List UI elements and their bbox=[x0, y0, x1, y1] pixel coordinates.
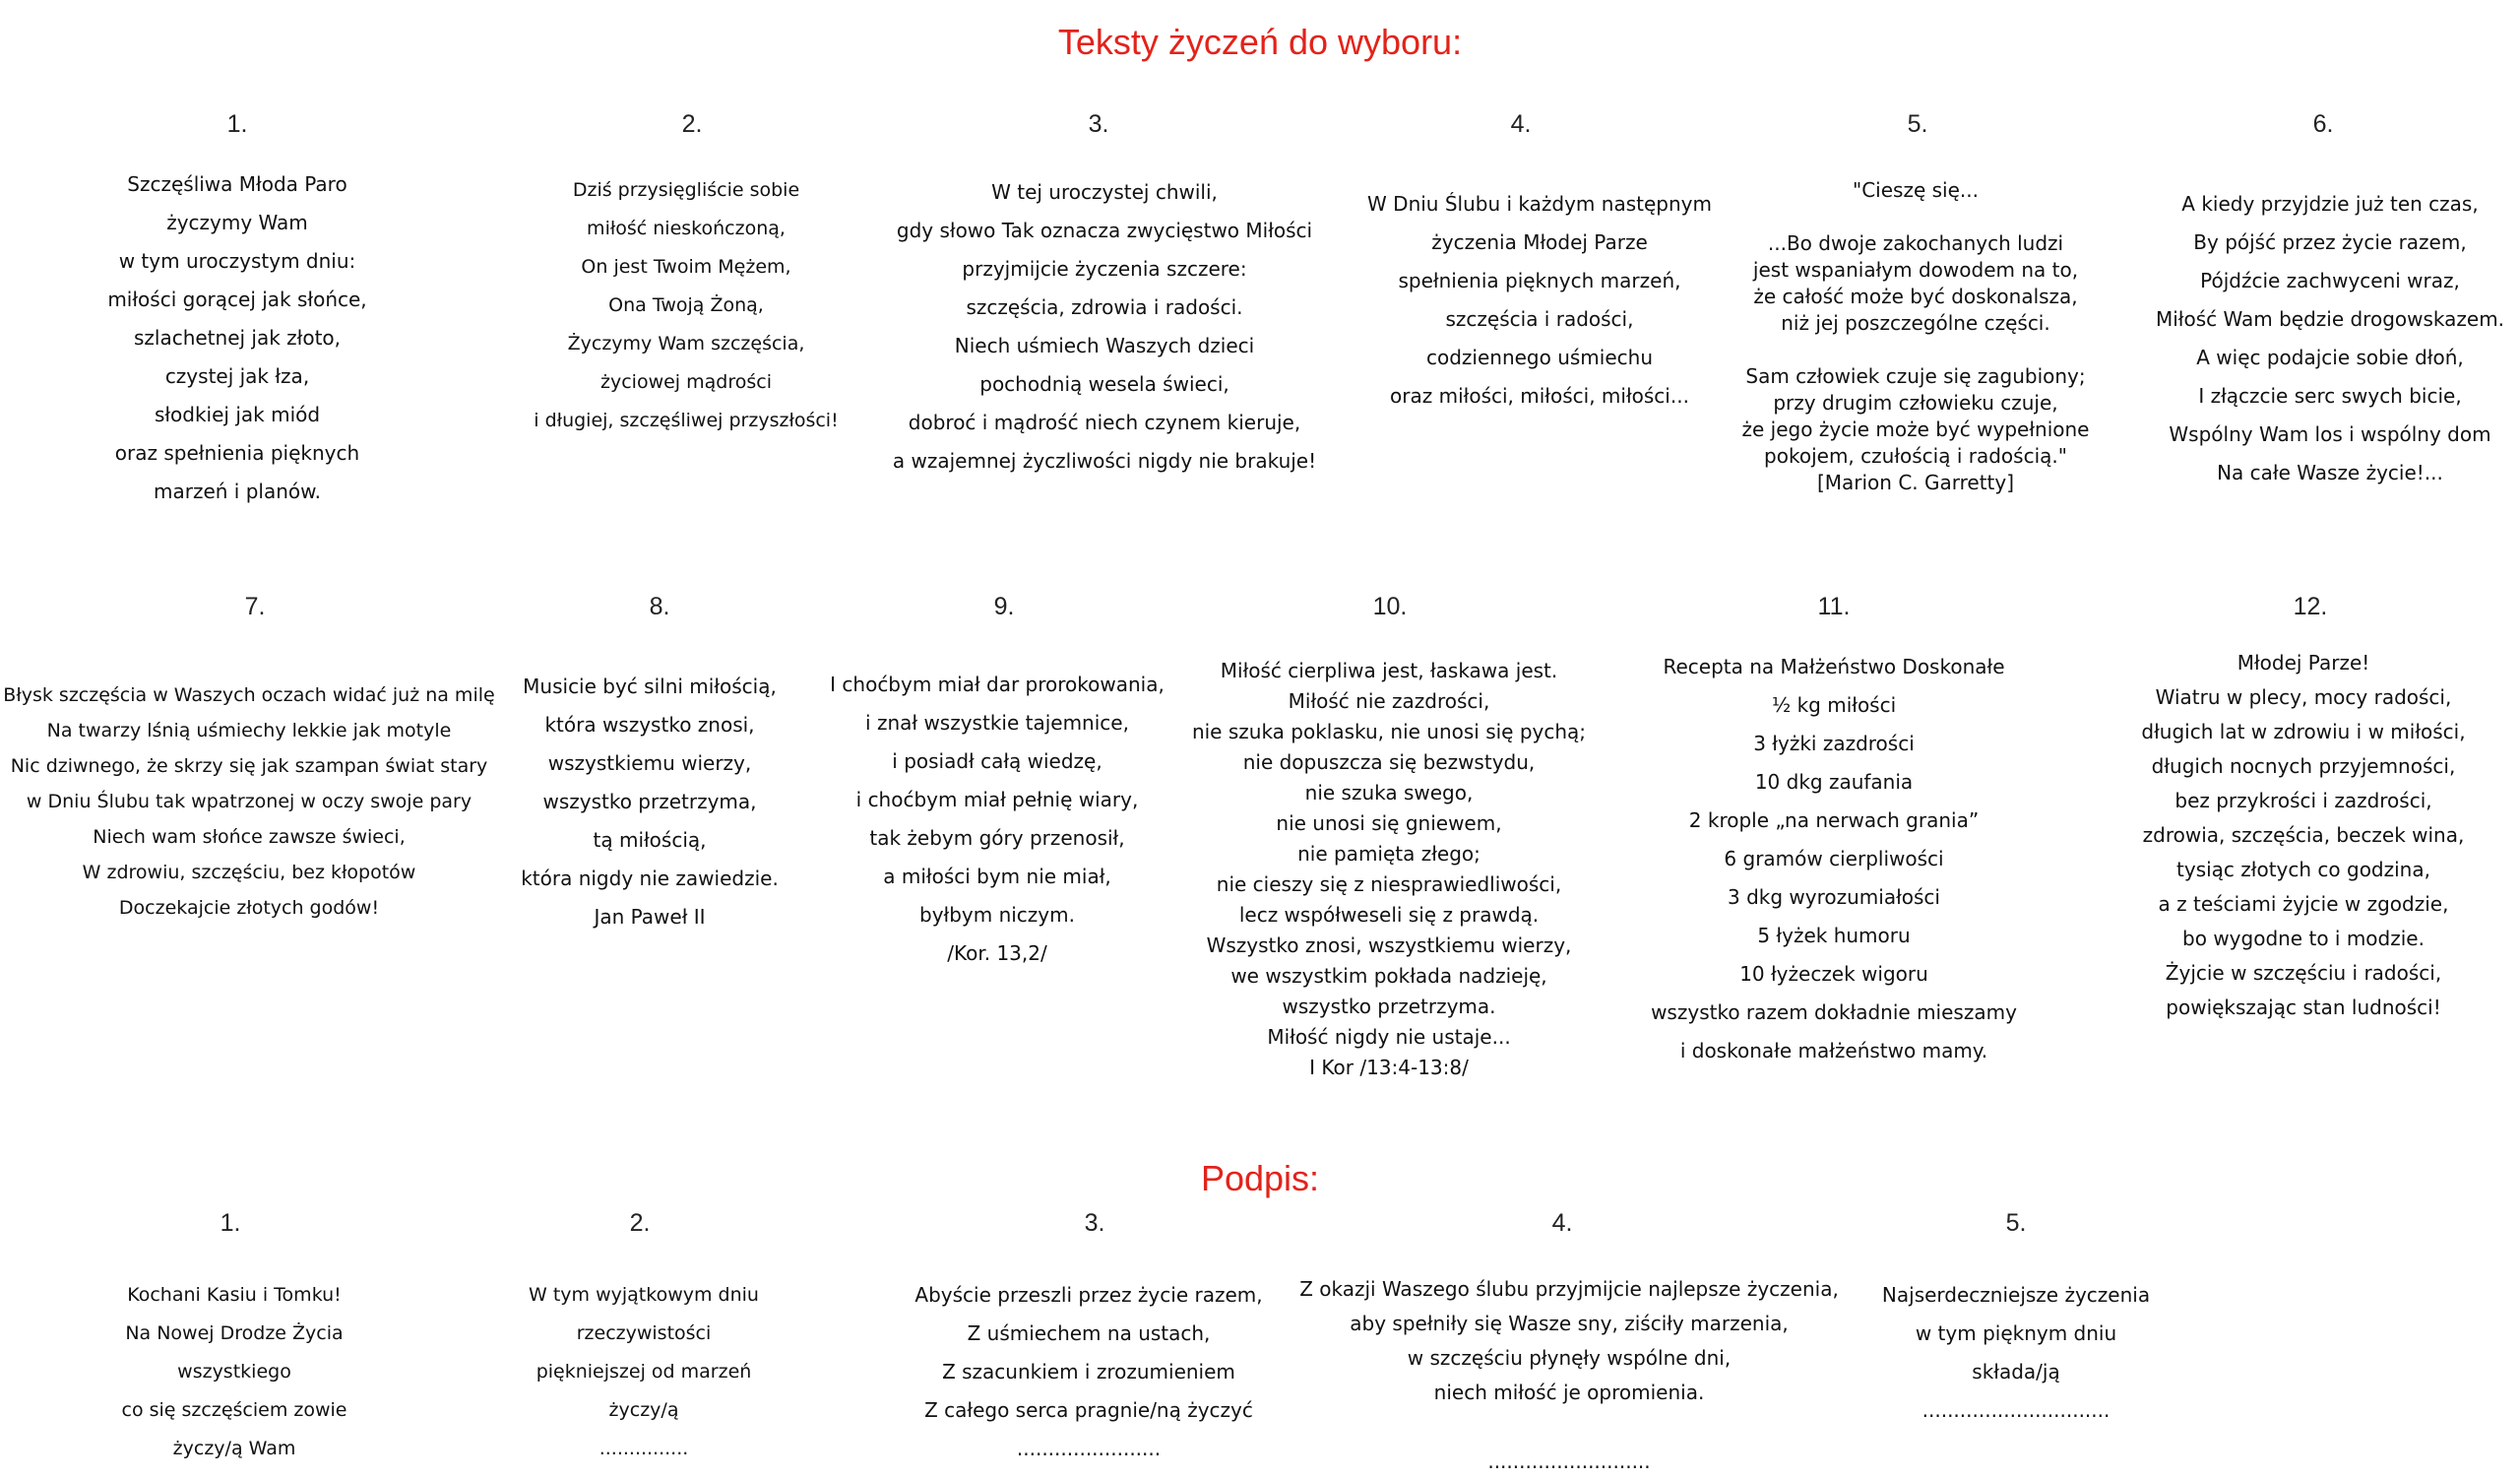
wish-7-line: w Dniu Ślubu tak wpatrzonej w oczy swoje pary bbox=[26, 791, 472, 812]
signature-2-line: życzy/ą bbox=[608, 1399, 679, 1421]
signature-4-line: aby spełniły się Wasze sny, ziściły marzenia, bbox=[1350, 1312, 1789, 1335]
wish-2-line: Dziś przysięgliście sobie bbox=[572, 179, 800, 201]
wish-number-6: 6. bbox=[2312, 110, 2334, 138]
signature-4-line: Z okazji Waszego ślubu przyjmijcie najlepsze życzenia, bbox=[1299, 1277, 1839, 1301]
wish-text-1 bbox=[107, 165, 366, 511]
wish-10-line: Wszystko znosi, wszystkiemu wierzy, bbox=[1206, 933, 1572, 957]
wish-text-11 bbox=[1651, 648, 2017, 1070]
wish-2-line: miłość nieskończoną, bbox=[587, 218, 786, 239]
wish-text-3 bbox=[893, 173, 1316, 481]
signature-3-line: Abyście przeszli przez życie razem, bbox=[914, 1283, 1263, 1307]
signature-2-line: piękniejszej od marzeń bbox=[536, 1361, 752, 1383]
signature-text-4 bbox=[1299, 1272, 1839, 1479]
wish-12-line: tysiąc złotych co godzina, bbox=[2176, 858, 2430, 881]
signature-number-4: 4. bbox=[1551, 1209, 1573, 1237]
wish-2-line: On jest Twoim Mężem, bbox=[581, 256, 791, 278]
wish-12-line: Wiatru w plecy, mocy radości, bbox=[2155, 685, 2452, 709]
wish-8-line: wszystko przetrzyma, bbox=[542, 790, 757, 813]
wish-10-line: Miłość cierpliwa jest, łaskawa jest. bbox=[1220, 659, 1558, 682]
wish-10-line: nie unosi się gniewem, bbox=[1276, 811, 1502, 835]
wish-4-line: codziennego uśmiechu bbox=[1425, 346, 1654, 369]
wish-9-line: /Kor. 13,2/ bbox=[947, 941, 1047, 965]
signature-1-line: wszystkiego bbox=[177, 1361, 291, 1383]
wish-12-line: bo wygodne to i modzie. bbox=[2182, 927, 2425, 950]
wish-4-line: spełnienia pięknych marzeń, bbox=[1398, 269, 1681, 292]
wish-9-line: i znał wszystkie tajemnice, bbox=[865, 711, 1129, 735]
wish-10-line: nie szuka swego, bbox=[1304, 781, 1474, 804]
wish-5-line: że jego życie może być wypełnione bbox=[1741, 418, 2090, 441]
signature-5-line: w tym pięknym dniu bbox=[1915, 1321, 2117, 1345]
wish-11-line: 2 krople „na nerwach grania” bbox=[1688, 808, 1980, 832]
signature-1-line: Na Nowej Drodze Życia bbox=[125, 1322, 344, 1344]
wish-text-6 bbox=[2156, 185, 2504, 492]
wish-12-line: Żyjcie w szczęściu i radości, bbox=[2165, 961, 2442, 985]
wish-12-line: długich lat w zdrowiu i w miłości, bbox=[2141, 720, 2466, 743]
signature-4-line: w szczęściu płynęły wspólne dni, bbox=[1407, 1346, 1732, 1370]
wish-1-line: czystej jak łza, bbox=[164, 364, 310, 388]
wish-number-11: 11. bbox=[1817, 593, 1851, 620]
wish-12-line: zdrowia, szczęścia, beczek wina, bbox=[2142, 823, 2465, 847]
wish-12-line: bez przykrości i zazdrości, bbox=[2174, 789, 2432, 812]
page-title: Teksty życzeń do wyboru: bbox=[1057, 22, 1463, 62]
wish-3-line: W tej uroczystej chwili, bbox=[991, 180, 1218, 204]
wish-text-5 bbox=[1742, 177, 2090, 496]
wish-8-line: która wszystko znosi, bbox=[544, 713, 755, 737]
wish-8-line: tą miłością, bbox=[593, 828, 707, 852]
wish-6-line: A kiedy przyjdzie już ten czas, bbox=[2181, 192, 2479, 216]
wish-number-10: 10. bbox=[1372, 593, 1408, 620]
wish-2-line: i długiej, szczęśliwej przyszłości! bbox=[534, 410, 839, 431]
wish-9-line: i posiadł całą wiedzę, bbox=[892, 749, 1102, 773]
signature-3-line: Z uśmiechem na ustach, bbox=[967, 1321, 1211, 1345]
wish-number-8: 8. bbox=[649, 593, 670, 620]
wish-text-2 bbox=[534, 171, 838, 440]
wish-5-line: niż jej poszczególne części. bbox=[1781, 311, 2050, 335]
wish-11-line: 10 łyżeczek wigoru bbox=[1739, 962, 1928, 986]
wish-5-line bbox=[1742, 337, 2090, 363]
wish-7-line: Nic dziwnego, że skrzy się jak szampan świat stary bbox=[10, 755, 488, 777]
wish-10-line: Miłość nie zazdrości, bbox=[1288, 689, 1490, 713]
wish-5-line: [Marion C. Garretty] bbox=[1816, 471, 2015, 494]
signature-number-5: 5. bbox=[2005, 1209, 2027, 1237]
wish-text-8 bbox=[521, 668, 779, 936]
wish-11-line: 5 łyżek humoru bbox=[1757, 924, 1911, 947]
signature-4-line: niech miłość je opromienia. bbox=[1433, 1381, 1705, 1404]
wish-4-line: szczęścia i radości, bbox=[1445, 307, 1634, 331]
signature-2-line: ............... bbox=[598, 1438, 689, 1459]
wish-3-line: a wzajemnej życzliwości nigdy nie brakuje! bbox=[892, 449, 1317, 473]
wish-12-line: powiększając stan ludności! bbox=[2166, 996, 2441, 1019]
wish-7-line: Błysk szczęścia w Waszych oczach widać już na milę bbox=[3, 684, 495, 706]
wish-9-line: I choćbym miał dar prorokowania, bbox=[830, 673, 1165, 696]
signature-5-line: .............................. bbox=[1922, 1398, 2110, 1422]
wish-number-2: 2. bbox=[681, 110, 703, 138]
wish-7-line: Na twarzy lśnią uśmiechy lekkie jak motyle bbox=[46, 720, 452, 741]
signature-2-line: W tym wyjątkowym dniu bbox=[529, 1284, 759, 1306]
wish-10-line: nie pamięta złego; bbox=[1297, 842, 1480, 866]
wish-number-1: 1. bbox=[226, 110, 248, 138]
wish-11-line: 6 gramów cierpliwości bbox=[1724, 847, 1944, 870]
wish-5-line: ...Bo dwoje zakochanych ludzi bbox=[1767, 231, 2064, 255]
wish-5-line: jest wspaniałym dowodem na to, bbox=[1752, 258, 2079, 282]
wish-10-line: I Kor /13:4-13:8/ bbox=[1309, 1056, 1469, 1079]
wish-8-line: Jan Paweł II bbox=[594, 905, 706, 929]
wish-6-line: Na całe Wasze życie!... bbox=[2217, 461, 2443, 484]
wish-5-line: że całość może być doskonalsza, bbox=[1753, 285, 2078, 308]
wish-9-line: tak żebym góry przenosił, bbox=[869, 826, 1125, 850]
signature-4-line bbox=[1299, 1410, 1839, 1445]
signature-number-3: 3. bbox=[1084, 1209, 1105, 1237]
wish-6-line: By pójść przez życie razem, bbox=[2193, 230, 2467, 254]
wish-2-line: Życzymy Wam szczęścia, bbox=[567, 333, 805, 354]
signature-3-line: Z szacunkiem i zrozumieniem bbox=[942, 1360, 1235, 1383]
wish-6-line: A więc podajcie sobie dłoń, bbox=[2196, 346, 2464, 369]
wish-4-line: życzenia Młodej Parze bbox=[1431, 230, 1648, 254]
wish-text-9 bbox=[830, 666, 1165, 973]
wish-5-line: pokojem, czułością i radością." bbox=[1764, 444, 2067, 468]
signature-number-1: 1. bbox=[220, 1209, 241, 1237]
wish-text-4 bbox=[1367, 185, 1712, 416]
wish-10-line: nie szuka poklasku, nie unosi się pychą; bbox=[1191, 720, 1587, 743]
wish-11-line: 10 dkg zaufania bbox=[1754, 770, 1914, 794]
wish-10-line: nie cieszy się z niesprawiedliwości, bbox=[1216, 872, 1562, 896]
wish-5-line: "Cieszę się... bbox=[1853, 178, 1979, 202]
wish-5-line bbox=[1742, 204, 2090, 230]
wish-2-line: życiowej mądrości bbox=[600, 371, 772, 393]
wish-6-line: Pójdźcie zachwyceni wraz, bbox=[2200, 269, 2460, 292]
wish-3-line: dobroć i mądrość niech czynem kieruje, bbox=[908, 411, 1301, 434]
wish-1-line: słodkiej jak miód bbox=[154, 403, 321, 426]
wish-1-line: szlachetnej jak złoto, bbox=[133, 326, 342, 350]
wish-1-line: Szczęśliwa Młoda Paro bbox=[127, 172, 347, 196]
signature-text-2 bbox=[529, 1276, 759, 1468]
wish-8-line: która nigdy nie zawiedzie. bbox=[521, 867, 779, 890]
wish-10-line: Miłość nigdy nie ustaje... bbox=[1267, 1025, 1511, 1049]
wish-5-line: przy drugim człowieku czuje, bbox=[1773, 391, 2058, 415]
signature-3-line: ....................... bbox=[1016, 1437, 1162, 1460]
wish-10-line: nie dopuszcza się bezwstydu, bbox=[1242, 750, 1536, 774]
wish-3-line: przyjmijcie życzenia szczere: bbox=[962, 257, 1247, 281]
wish-11-line: ½ kg miłości bbox=[1771, 693, 1897, 717]
wish-8-line: wszystkiemu wierzy, bbox=[547, 751, 752, 775]
wish-number-12: 12. bbox=[2293, 593, 2328, 620]
wish-8-line: Musicie być silni miłością, bbox=[523, 675, 777, 698]
signature-5-line: Najserdeczniejsze życzenia bbox=[1881, 1283, 2151, 1307]
signature-5-line: składa/ją bbox=[1972, 1360, 2060, 1383]
wish-11-line: 3 łyżki zazdrości bbox=[1753, 732, 1915, 755]
signature-text-1 bbox=[122, 1276, 347, 1468]
wish-number-3: 3. bbox=[1088, 110, 1109, 138]
wish-3-line: pochodnią wesela świeci, bbox=[979, 372, 1229, 396]
wish-11-line: Recepta na Małżeństwo Doskonałe bbox=[1663, 655, 2005, 678]
wish-2-line: Ona Twoją Żoną, bbox=[608, 294, 764, 316]
wish-10-line: wszystko przetrzyma. bbox=[1282, 995, 1496, 1018]
wish-11-line: wszystko razem dokładnie mieszamy bbox=[1651, 1000, 2017, 1024]
wish-7-line: Niech wam słońce zawsze świeci, bbox=[93, 826, 406, 848]
wish-10-line: we wszystkim pokłada nadzieję, bbox=[1230, 964, 1547, 988]
wish-11-line: 3 dkg wyrozumiałości bbox=[1728, 885, 1940, 909]
wish-text-7 bbox=[3, 677, 494, 926]
wish-10-line: lecz współweseli się z prawdą. bbox=[1238, 903, 1540, 927]
wish-4-line: W Dniu Ślubu i każdym następnym bbox=[1367, 192, 1712, 216]
wish-4-line: oraz miłości, miłości, miłości... bbox=[1390, 384, 1689, 408]
signature-number-2: 2. bbox=[629, 1209, 651, 1237]
wish-6-line: Wspólny Wam los i wspólny dom bbox=[2169, 422, 2491, 446]
signature-3-line: Z całego serca pragnie/ną życzyć bbox=[924, 1398, 1253, 1422]
wish-text-12 bbox=[2141, 646, 2465, 1025]
wish-7-line: W zdrowiu, szczęściu, bez kłopotów bbox=[82, 862, 416, 883]
wish-1-line: oraz spełnienia pięknych bbox=[114, 441, 360, 465]
wish-11-line: i doskonałe małżeństwo mamy. bbox=[1679, 1039, 1988, 1062]
wish-12-line: Młodej Parze! bbox=[2236, 651, 2370, 675]
signature-text-3 bbox=[914, 1276, 1262, 1468]
signature-title: Podpis: bbox=[1200, 1158, 1320, 1198]
wish-1-line: w tym uroczystym dniu: bbox=[118, 249, 356, 273]
wish-9-line: a miłości bym nie miał, bbox=[883, 865, 1111, 888]
wish-9-line: byłbym niczym. bbox=[918, 903, 1075, 927]
wish-6-line: Miłość Wam będzie drogowskazem. bbox=[2155, 307, 2505, 331]
wish-1-line: marzeń i planów. bbox=[153, 480, 321, 503]
signature-1-line: Kochani Kasiu i Tomku! bbox=[127, 1284, 342, 1306]
wish-number-4: 4. bbox=[1510, 110, 1532, 138]
signature-text-5 bbox=[1882, 1276, 2150, 1430]
signature-1-line: co się szczęściem zowie bbox=[121, 1399, 347, 1421]
wish-7-line: Doczekajcie złotych godów! bbox=[118, 897, 380, 919]
wish-1-line: życzymy Wam bbox=[166, 211, 308, 234]
wish-5-line: Sam człowiek czuje się zagubiony; bbox=[1745, 364, 2086, 388]
signature-4-line: .......................... bbox=[1487, 1449, 1651, 1473]
wish-12-line: długich nocnych przyjemności, bbox=[2151, 754, 2456, 778]
wish-3-line: szczęścia, zdrowia i radości. bbox=[966, 295, 1243, 319]
signature-2-line: rzeczywistości bbox=[576, 1322, 712, 1344]
wish-3-line: gdy słowo Tak oznacza zwycięstwo Miłości bbox=[896, 219, 1313, 242]
wish-text-10 bbox=[1192, 656, 1586, 1083]
wish-6-line: I złączcie serc swych bicie, bbox=[2198, 384, 2462, 408]
signature-1-line: życzy/ą Wam bbox=[172, 1438, 296, 1459]
wish-9-line: i choćbym miał pełnię wiary, bbox=[855, 788, 1139, 811]
wish-12-line: a z teściami żyjcie w zgodzie, bbox=[2158, 892, 2449, 916]
wish-1-line: miłości gorącej jak słońce, bbox=[107, 288, 367, 311]
wish-number-9: 9. bbox=[993, 593, 1015, 620]
wish-3-line: Niech uśmiech Waszych dzieci bbox=[954, 334, 1255, 357]
wish-number-7: 7. bbox=[244, 593, 266, 620]
wish-number-5: 5. bbox=[1907, 110, 1928, 138]
